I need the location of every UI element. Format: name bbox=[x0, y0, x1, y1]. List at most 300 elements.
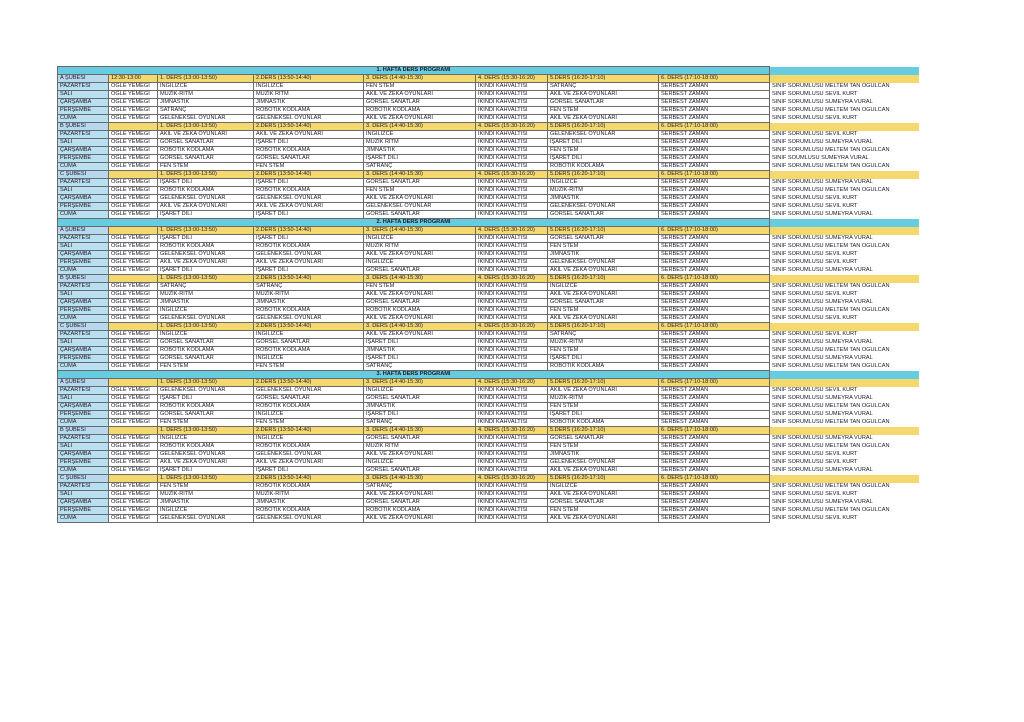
period-header: 6. DERS (17:10-18:00) bbox=[659, 475, 770, 483]
period-header: 3. DERS (14:40-15:30) bbox=[364, 475, 476, 483]
day-cell: PAZARTESİ bbox=[58, 435, 109, 443]
lesson-cell: MÜZİK-RİTM bbox=[158, 491, 254, 499]
lesson-cell: İKİNDİ KAHVALTISI bbox=[476, 403, 548, 411]
lesson-cell: FEN STEM bbox=[548, 147, 659, 155]
lesson-cell: ÖĞLE YEMEĞİ bbox=[109, 403, 158, 411]
period-header: 4. DERS (15:30-16:20) bbox=[476, 123, 548, 131]
lesson-cell: SERBEST ZAMAN bbox=[659, 283, 770, 291]
lesson-cell: ÖĞLE YEMEĞİ bbox=[109, 491, 158, 499]
table-row bbox=[58, 395, 920, 403]
period-header: 6. DERS (17:10-18:00) bbox=[659, 123, 770, 131]
lesson-cell: İŞARET DİLİ bbox=[158, 267, 254, 275]
lesson-cell: ÖĞLE YEMEĞİ bbox=[109, 211, 158, 219]
lesson-cell: ÖĞLE YEMEĞİ bbox=[109, 283, 158, 291]
day-cell: SALI bbox=[58, 139, 109, 147]
lesson-cell: GÖRSEL SANATLAR bbox=[254, 395, 364, 403]
lesson-cell: MÜZİK-RİTM bbox=[254, 291, 364, 299]
lesson-cell: İKİNDİ KAHVALTISI bbox=[476, 243, 548, 251]
lesson-cell: GÖRSEL SANATLAR bbox=[158, 355, 254, 363]
lesson-cell: SATRANÇ bbox=[158, 107, 254, 115]
branch-name: B ŞUBESİ bbox=[58, 427, 109, 435]
table-row bbox=[58, 515, 920, 523]
lesson-cell: SERBEST ZAMAN bbox=[659, 299, 770, 307]
table-row bbox=[58, 299, 920, 307]
lesson-cell: GELENEKSEL OYUNLAR bbox=[158, 387, 254, 395]
period-header bbox=[109, 475, 158, 483]
lesson-cell: GELENEKSEL OYUNLAR bbox=[548, 459, 659, 467]
lesson-cell: GÖRSEL SANATLAR bbox=[364, 467, 476, 475]
lesson-cell: SERBEST ZAMAN bbox=[659, 107, 770, 115]
lesson-cell: SERBEST ZAMAN bbox=[659, 147, 770, 155]
table-row bbox=[58, 403, 920, 411]
table-row bbox=[58, 347, 920, 355]
lesson-cell: İŞARET DİLİ bbox=[254, 235, 364, 243]
lesson-cell: SATRANÇ bbox=[548, 83, 659, 91]
lesson-cell: ÖĞLE YEMEĞİ bbox=[109, 507, 158, 515]
period-header: 5.DERS (16:20-17:10) bbox=[548, 475, 659, 483]
blank-cell bbox=[770, 275, 920, 283]
table-row bbox=[58, 411, 920, 419]
branch-name: C ŞUBESİ bbox=[58, 323, 109, 331]
lesson-cell: GELENEKSEL OYUNLAR bbox=[254, 195, 364, 203]
lesson-cell: SERBEST ZAMAN bbox=[659, 507, 770, 515]
table-row bbox=[58, 355, 920, 363]
day-cell: PERŞEMBE bbox=[58, 155, 109, 163]
lesson-cell: İNGİLİZCE bbox=[364, 259, 476, 267]
lesson-cell: GÖRSEL SANATLAR bbox=[548, 235, 659, 243]
lesson-cell: ROBOTİK KODLAMA bbox=[364, 507, 476, 515]
day-cell: PERŞEMBE bbox=[58, 307, 109, 315]
period-header: 6. DERS (17:10-18:00) bbox=[659, 323, 770, 331]
lesson-cell: AKIL VE ZEKA OYUNLARI bbox=[548, 491, 659, 499]
lesson-cell: İKİNDİ KAHVALTISI bbox=[476, 251, 548, 259]
lesson-cell: İNGİLİZCE bbox=[158, 331, 254, 339]
period-header: 2.DERS (13:50-14:40) bbox=[254, 379, 364, 387]
lesson-cell: AKIL VE ZEKA OYUNLARI bbox=[548, 467, 659, 475]
lesson-cell: AKIL VE ZEKA OYUNLARI bbox=[254, 459, 364, 467]
lesson-cell: ÖĞLE YEMEĞİ bbox=[109, 259, 158, 267]
lesson-cell: ROBOTİK KODLAMA bbox=[254, 187, 364, 195]
lesson-cell: İŞARET DİLİ bbox=[158, 179, 254, 187]
lesson-cell: GELENEKSEL OYUNLAR bbox=[158, 515, 254, 523]
table-row bbox=[58, 139, 920, 147]
class-responsible-note: SINIF SORUMLUSU SEVİL KURT bbox=[772, 195, 858, 201]
lesson-cell: ROBOTİK KODLAMA bbox=[254, 507, 364, 515]
table-row bbox=[58, 307, 920, 315]
lesson-cell: SERBEST ZAMAN bbox=[659, 83, 770, 91]
lesson-cell: İŞARET DİLİ bbox=[254, 211, 364, 219]
lesson-cell: AKIL VE ZEKA OYUNLARI bbox=[364, 115, 476, 123]
lesson-cell: SERBEST ZAMAN bbox=[659, 459, 770, 467]
table-row bbox=[58, 91, 920, 99]
lesson-cell: ÖĞLE YEMEĞİ bbox=[109, 347, 158, 355]
lesson-cell: GELENEKSEL OYUNLAR bbox=[254, 115, 364, 123]
table-row bbox=[58, 251, 920, 259]
lesson-cell: ÖĞLE YEMEĞİ bbox=[109, 91, 158, 99]
class-responsible-note: SINIF SORUMLUSU SÜMEYRA VURAL bbox=[772, 339, 873, 345]
lesson-cell: ÖĞLE YEMEĞİ bbox=[109, 115, 158, 123]
lesson-cell: GÖRSEL SANATLAR bbox=[548, 435, 659, 443]
blank-cell bbox=[770, 427, 920, 435]
lesson-cell: GÖRSEL SANATLAR bbox=[364, 179, 476, 187]
lesson-cell: İKİNDİ KAHVALTISI bbox=[476, 163, 548, 171]
blank-cell bbox=[770, 219, 920, 227]
section-header-row bbox=[58, 227, 920, 235]
lesson-cell: SERBEST ZAMAN bbox=[659, 291, 770, 299]
lesson-cell: SERBEST ZAMAN bbox=[659, 451, 770, 459]
lesson-cell: ROBOTİK KODLAMA bbox=[254, 147, 364, 155]
period-header: 4. DERS (15:30-16:20) bbox=[476, 275, 548, 283]
lesson-cell: ÖĞLE YEMEĞİ bbox=[109, 459, 158, 467]
lesson-cell: İNGİLİZCE bbox=[158, 307, 254, 315]
week-title: 2. HAFTA DERS PROGRAMI bbox=[58, 219, 770, 227]
lesson-cell: ROBOTİK KODLAMA bbox=[158, 403, 254, 411]
lesson-cell: MÜZİK RİTM bbox=[364, 443, 476, 451]
day-cell: ÇARŞAMBA bbox=[58, 499, 109, 507]
lesson-cell: İKİNDİ KAHVALTISI bbox=[476, 259, 548, 267]
day-cell: PERŞEMBE bbox=[58, 107, 109, 115]
table-row bbox=[58, 491, 920, 499]
period-header: 3. DERS (14:40-15:30) bbox=[364, 379, 476, 387]
lesson-cell: SERBEST ZAMAN bbox=[659, 339, 770, 347]
lesson-cell: SERBEST ZAMAN bbox=[659, 115, 770, 123]
lesson-cell: GÖRSEL SANATLAR bbox=[548, 99, 659, 107]
lesson-cell: MÜZİK-RİTM bbox=[548, 187, 659, 195]
class-responsible-note: SINIF SORUMLUSU MELTEM TAN OĞULCAN bbox=[772, 243, 890, 249]
lesson-cell: AKIL VE ZEKA OYUNLARI bbox=[158, 131, 254, 139]
lesson-cell: MÜZİK-RİTM bbox=[548, 395, 659, 403]
lesson-cell: ÖĞLE YEMEĞİ bbox=[109, 147, 158, 155]
class-responsible-note: SINIF SORUMLUSU MELTEM TAN OĞULCAN bbox=[772, 403, 890, 409]
lesson-cell: GELENEKSEL OYUNLAR bbox=[254, 387, 364, 395]
class-responsible-note: SINIF SORUMLUSU SÜMEYRA VURAL bbox=[772, 99, 873, 105]
lesson-cell: SERBEST ZAMAN bbox=[659, 187, 770, 195]
lesson-cell: GELENEKSEL OYUNLAR bbox=[254, 451, 364, 459]
table-row bbox=[58, 435, 920, 443]
class-responsible-note: SINIF SORUMLUSU MELTEM TAN OĞULCAN bbox=[772, 443, 890, 449]
section-header-row bbox=[58, 75, 920, 83]
class-responsible-note: SINIF SOUMLUSU SÜMEYRA VURAL bbox=[772, 155, 869, 161]
lesson-cell: MÜZİK-RİTM bbox=[254, 491, 364, 499]
lesson-cell: İŞARET DİLİ bbox=[364, 355, 476, 363]
branch-name: A ŞUBESİ bbox=[58, 75, 109, 83]
section-header-row bbox=[58, 275, 920, 283]
lesson-cell: ÖĞLE YEMEĞİ bbox=[109, 99, 158, 107]
lesson-cell: İKİNDİ KAHVALTISI bbox=[476, 363, 548, 371]
period-header: 1. DERS (13:00-13:50) bbox=[158, 475, 254, 483]
lesson-cell: İŞARET DİLİ bbox=[548, 411, 659, 419]
day-cell: ÇARŞAMBA bbox=[58, 195, 109, 203]
lesson-cell: SERBEST ZAMAN bbox=[659, 419, 770, 427]
class-responsible-note: SINIF SORUMLUSU MELTEM TAN OĞULCAN bbox=[772, 147, 890, 153]
period-header: 1. DERS (13:00-13:50) bbox=[158, 427, 254, 435]
lesson-cell: SERBEST ZAMAN bbox=[659, 179, 770, 187]
lesson-cell: İŞARET DİLİ bbox=[364, 411, 476, 419]
lesson-cell: SERBEST ZAMAN bbox=[659, 139, 770, 147]
lesson-cell: SERBEST ZAMAN bbox=[659, 363, 770, 371]
lesson-cell: GELENEKSEL OYUNLAR bbox=[548, 131, 659, 139]
period-header: 3. DERS (14:40-15:30) bbox=[364, 427, 476, 435]
lesson-cell: ROBOTİK KODLAMA bbox=[548, 363, 659, 371]
blank-cell bbox=[770, 171, 920, 179]
lesson-cell: ÖĞLE YEMEĞİ bbox=[109, 243, 158, 251]
lesson-cell: AKIL VE ZEKA OYUNLARI bbox=[548, 291, 659, 299]
lesson-cell: İKİNDİ KAHVALTISI bbox=[476, 283, 548, 291]
class-responsible-note: SINIF SORUMLUSU SÜMEYRA VURAL bbox=[772, 211, 873, 217]
lesson-cell: GÖRSEL SANATLAR bbox=[548, 499, 659, 507]
day-cell: CUMA bbox=[58, 419, 109, 427]
blank-cell bbox=[770, 75, 920, 83]
period-header: 4. DERS (15:30-16:20) bbox=[476, 171, 548, 179]
lesson-cell: AKIL VE ZEKA OYUNLARI bbox=[364, 491, 476, 499]
lesson-cell: ÖĞLE YEMEĞİ bbox=[109, 331, 158, 339]
day-cell: CUMA bbox=[58, 211, 109, 219]
class-responsible-note: SINIF SORUMLUSU SEVİL KURT bbox=[772, 203, 858, 209]
lesson-cell: ÖĞLE YEMEĞİ bbox=[109, 483, 158, 491]
period-header: 5.DERS (16:20-17:10) bbox=[548, 323, 659, 331]
lesson-cell: GÖRSEL SANATLAR bbox=[254, 155, 364, 163]
lesson-cell: İKİNDİ KAHVALTISI bbox=[476, 299, 548, 307]
lesson-cell: AKIL VE ZEKA OYUNLARI bbox=[364, 515, 476, 523]
lesson-cell: SERBEST ZAMAN bbox=[659, 163, 770, 171]
lesson-cell: AKIL VE ZEKA OYUNLARI bbox=[158, 259, 254, 267]
class-responsible-note: SINIF SORUMLUSU MELTEM TAN OĞULCAN bbox=[772, 283, 890, 289]
period-header: 3. DERS (14:40-15:30) bbox=[364, 227, 476, 235]
lesson-cell: SERBEST ZAMAN bbox=[659, 355, 770, 363]
class-responsible-note: SINIF SORUMLUSU SÜMEYRA VURAL bbox=[772, 499, 873, 505]
period-header: 6. DERS (17:10-18:00) bbox=[659, 171, 770, 179]
class-responsible-note: SINIF SORUMLUSU SEVİL KURT bbox=[772, 91, 858, 97]
period-header: 1. DERS (13:00-13:50) bbox=[158, 123, 254, 131]
period-header: 4. DERS (15:30-16:20) bbox=[476, 379, 548, 387]
lesson-cell: GELENEKSEL OYUNLAR bbox=[254, 515, 364, 523]
day-cell: CUMA bbox=[58, 515, 109, 523]
lesson-cell: İKİNDİ KAHVALTISI bbox=[476, 315, 548, 323]
class-responsible-note: SINIF SORUMLUSU MELTEM TAN OĞULCAN bbox=[772, 419, 890, 425]
week-title: 1. HAFTA DERS PROGRAMI bbox=[58, 67, 770, 75]
lesson-cell: SERBEST ZAMAN bbox=[659, 403, 770, 411]
lesson-cell: İNGİLİZCE bbox=[158, 507, 254, 515]
table-row bbox=[58, 155, 920, 163]
period-header: 5.DERS (16:20-17:10) bbox=[548, 275, 659, 283]
lesson-cell: AKIL VE ZEKA OYUNLARI bbox=[364, 315, 476, 323]
day-cell: SALI bbox=[58, 243, 109, 251]
table-row bbox=[58, 179, 920, 187]
lesson-cell: FEN STEM bbox=[548, 403, 659, 411]
period-header: 2.DERS (13:50-14:40) bbox=[254, 227, 364, 235]
day-cell: SALI bbox=[58, 491, 109, 499]
lesson-cell: İŞARET DİLİ bbox=[254, 179, 364, 187]
lesson-cell: ROBOTİK KODLAMA bbox=[364, 307, 476, 315]
period-header: 2.DERS (13:50-14:40) bbox=[254, 75, 364, 83]
lesson-cell: İŞARET DİLİ bbox=[364, 155, 476, 163]
lesson-cell: ÖĞLE YEMEĞİ bbox=[109, 411, 158, 419]
day-cell: ÇARŞAMBA bbox=[58, 347, 109, 355]
lesson-cell: GÖRSEL SANATLAR bbox=[364, 211, 476, 219]
day-cell: PERŞEMBE bbox=[58, 203, 109, 211]
period-header: 2.DERS (13:50-14:40) bbox=[254, 171, 364, 179]
lesson-cell: İKİNDİ KAHVALTISI bbox=[476, 387, 548, 395]
lesson-cell: İKİNDİ KAHVALTISI bbox=[476, 91, 548, 99]
lesson-cell: FEN STEM bbox=[364, 83, 476, 91]
lesson-cell: GELENEKSEL OYUNLAR bbox=[548, 259, 659, 267]
lesson-cell: SATRANÇ bbox=[364, 163, 476, 171]
lesson-cell: İNGİLİZCE bbox=[254, 435, 364, 443]
table-row bbox=[58, 83, 920, 91]
period-header: 2.DERS (13:50-14:40) bbox=[254, 427, 364, 435]
lesson-cell: GÖRSEL SANATLAR bbox=[158, 155, 254, 163]
lesson-cell: GÖRSEL SANATLAR bbox=[364, 299, 476, 307]
table-row bbox=[58, 99, 920, 107]
period-header: 3. DERS (14:40-15:30) bbox=[364, 275, 476, 283]
period-header: 5.DERS (16:20-17:10) bbox=[548, 75, 659, 83]
lesson-cell: İKİNDİ KAHVALTISI bbox=[476, 347, 548, 355]
table-row bbox=[58, 443, 920, 451]
lesson-cell: GÖRSEL SANATLAR bbox=[158, 339, 254, 347]
lesson-cell: İŞARET DİLİ bbox=[254, 139, 364, 147]
lesson-cell: FEN STEM bbox=[548, 347, 659, 355]
lesson-cell: SERBEST ZAMAN bbox=[659, 435, 770, 443]
branch-name: A ŞUBESİ bbox=[58, 379, 109, 387]
table-row bbox=[58, 499, 920, 507]
lesson-cell: SERBEST ZAMAN bbox=[659, 267, 770, 275]
table-row bbox=[58, 195, 920, 203]
day-cell: PAZARTESİ bbox=[58, 83, 109, 91]
period-header: 2.DERS (13:50-14:40) bbox=[254, 475, 364, 483]
day-cell: SALI bbox=[58, 291, 109, 299]
lesson-cell: FEN STEM bbox=[364, 283, 476, 291]
lesson-cell: İKİNDİ KAHVALTISI bbox=[476, 187, 548, 195]
period-header: 12:30-13:00 bbox=[109, 75, 158, 83]
class-responsible-note: SINIF SORUMLUSU MELTEM TAN OĞULCAN bbox=[772, 163, 890, 169]
lesson-cell: İKİNDİ KAHVALTISI bbox=[476, 235, 548, 243]
week-title-row bbox=[58, 219, 920, 227]
lesson-cell: ÖĞLE YEMEĞİ bbox=[109, 395, 158, 403]
lesson-cell: İNGİLİZCE bbox=[548, 483, 659, 491]
class-responsible-note: SINIF SORUMLUSU SEVİL KURT bbox=[772, 291, 858, 297]
class-responsible-note: SINIF SORUMLUSU MELTEM TAN OĞULCAN bbox=[772, 307, 890, 313]
lesson-cell: FEN STEM bbox=[548, 107, 659, 115]
lesson-cell: GELENEKSEL OYUNLAR bbox=[254, 251, 364, 259]
lesson-cell: ÖĞLE YEMEĞİ bbox=[109, 307, 158, 315]
table-row bbox=[58, 291, 920, 299]
lesson-cell: ÖĞLE YEMEĞİ bbox=[109, 131, 158, 139]
lesson-cell: İKİNDİ KAHVALTISI bbox=[476, 483, 548, 491]
lesson-cell: GELENEKSEL OYUNLAR bbox=[158, 251, 254, 259]
lesson-cell: İNGİLİZCE bbox=[364, 235, 476, 243]
lesson-cell: MÜZİK RİTM bbox=[364, 243, 476, 251]
day-cell: CUMA bbox=[58, 115, 109, 123]
lesson-cell: SERBEST ZAMAN bbox=[659, 259, 770, 267]
blank-cell bbox=[770, 379, 920, 387]
blank-cell bbox=[770, 123, 920, 131]
lesson-cell: ROBOTİK KODLAMA bbox=[548, 163, 659, 171]
lesson-cell: AKIL VE ZEKA OYUNLARI bbox=[364, 331, 476, 339]
lesson-cell: ROBOTİK KODLAMA bbox=[158, 243, 254, 251]
table-row bbox=[58, 267, 920, 275]
lesson-cell: SERBEST ZAMAN bbox=[659, 243, 770, 251]
day-cell: CUMA bbox=[58, 163, 109, 171]
period-header bbox=[109, 379, 158, 387]
lesson-cell: AKIL VE ZEKA OYUNLARI bbox=[364, 251, 476, 259]
lesson-cell: ROBOTİK KODLAMA bbox=[254, 347, 364, 355]
class-responsible-note: SINIF SORUMLUSU MELTEM TAN OĞULCAN bbox=[772, 107, 890, 113]
lesson-cell: GÖRSEL SANATLAR bbox=[158, 411, 254, 419]
table-row bbox=[58, 187, 920, 195]
day-cell: PERŞEMBE bbox=[58, 459, 109, 467]
lesson-cell: İKİNDİ KAHVALTISI bbox=[476, 507, 548, 515]
lesson-cell: İKİNDİ KAHVALTISI bbox=[476, 115, 548, 123]
lesson-cell: ÖĞLE YEMEĞİ bbox=[109, 315, 158, 323]
period-header: 4. DERS (15:30-16:20) bbox=[476, 75, 548, 83]
table-row bbox=[58, 243, 920, 251]
period-header: 1. DERS (13:00-13:50) bbox=[158, 323, 254, 331]
lesson-cell: İNGİLİZCE bbox=[254, 83, 364, 91]
day-cell: CUMA bbox=[58, 467, 109, 475]
lesson-cell: ÖĞLE YEMEĞİ bbox=[109, 251, 158, 259]
lesson-cell: İKİNDİ KAHVALTISI bbox=[476, 411, 548, 419]
lesson-cell: İŞARET DİLİ bbox=[158, 395, 254, 403]
lesson-cell: SERBEST ZAMAN bbox=[659, 483, 770, 491]
table-row bbox=[58, 283, 920, 291]
class-responsible-note: SINIF SORUMLUSU SÜMEYRA VURAL bbox=[772, 179, 873, 185]
lesson-cell: İKİNDİ KAHVALTISI bbox=[476, 195, 548, 203]
class-responsible-note: SINIF SORUMLUSU SÜMEYRA VURAL bbox=[772, 395, 873, 401]
lesson-cell: ÖĞLE YEMEĞİ bbox=[109, 339, 158, 347]
lesson-cell: AKIL VE ZEKA OYUNLARI bbox=[548, 267, 659, 275]
lesson-cell: İKİNDİ KAHVALTISI bbox=[476, 467, 548, 475]
period-header: 6. DERS (17:10-18:00) bbox=[659, 427, 770, 435]
lesson-cell: İKİNDİ KAHVALTISI bbox=[476, 331, 548, 339]
lesson-cell: JİMNASTİK bbox=[364, 147, 476, 155]
lesson-cell: SERBEST ZAMAN bbox=[659, 347, 770, 355]
lesson-cell: ROBOTİK KODLAMA bbox=[364, 107, 476, 115]
class-responsible-note: SINIF SORUMLUSU SEVİL KURT bbox=[772, 451, 858, 457]
lesson-cell: ÖĞLE YEMEĞİ bbox=[109, 515, 158, 523]
day-cell: SALI bbox=[58, 395, 109, 403]
period-header: 4. DERS (15:30-16:20) bbox=[476, 427, 548, 435]
lesson-cell: ÖĞLE YEMEĞİ bbox=[109, 467, 158, 475]
lesson-cell: SERBEST ZAMAN bbox=[659, 315, 770, 323]
period-header bbox=[109, 427, 158, 435]
weekly-schedule-table bbox=[57, 66, 920, 523]
lesson-cell: FEN STEM bbox=[158, 419, 254, 427]
lesson-cell: SATRANÇ bbox=[548, 331, 659, 339]
period-header: 3. DERS (14:40-15:30) bbox=[364, 75, 476, 83]
class-responsible-note: SINIF SORUMLUSU SÜMEYRA VURAL bbox=[772, 435, 873, 441]
lesson-cell: İNGİLİZCE bbox=[254, 355, 364, 363]
class-responsible-note: SINIF SORUMLUSU SÜMEYRA VURAL bbox=[772, 299, 873, 305]
lesson-cell: JİMNASTİK bbox=[158, 99, 254, 107]
lesson-cell: FEN STEM bbox=[254, 419, 364, 427]
lesson-cell: SERBEST ZAMAN bbox=[659, 251, 770, 259]
lesson-cell: ROBOTİK KODLAMA bbox=[158, 147, 254, 155]
lesson-cell: SERBEST ZAMAN bbox=[659, 411, 770, 419]
class-responsible-note: SINIF SORUMLUSU SEVİL KURT bbox=[772, 491, 858, 497]
lesson-cell: GELENEKSEL OYUNLAR bbox=[158, 451, 254, 459]
lesson-cell: JİMNASTİK bbox=[254, 299, 364, 307]
lesson-cell: AKIL VE ZEKA OYUNLARI bbox=[364, 91, 476, 99]
lesson-cell: İŞARET DİLİ bbox=[548, 155, 659, 163]
lesson-cell: GELENEKSEL OYUNLAR bbox=[158, 115, 254, 123]
lesson-cell: GELENEKSEL OYUNLAR bbox=[364, 203, 476, 211]
schedule-sheet bbox=[57, 66, 920, 523]
class-responsible-note: SINIF SORUMLUSU SÜMEYRA VURAL bbox=[772, 467, 873, 473]
period-header: 3. DERS (14:40-15:30) bbox=[364, 123, 476, 131]
lesson-cell: ÖĞLE YEMEĞİ bbox=[109, 291, 158, 299]
lesson-cell: İŞARET DİLİ bbox=[254, 467, 364, 475]
lesson-cell: GELENEKSEL OYUNLAR bbox=[158, 315, 254, 323]
